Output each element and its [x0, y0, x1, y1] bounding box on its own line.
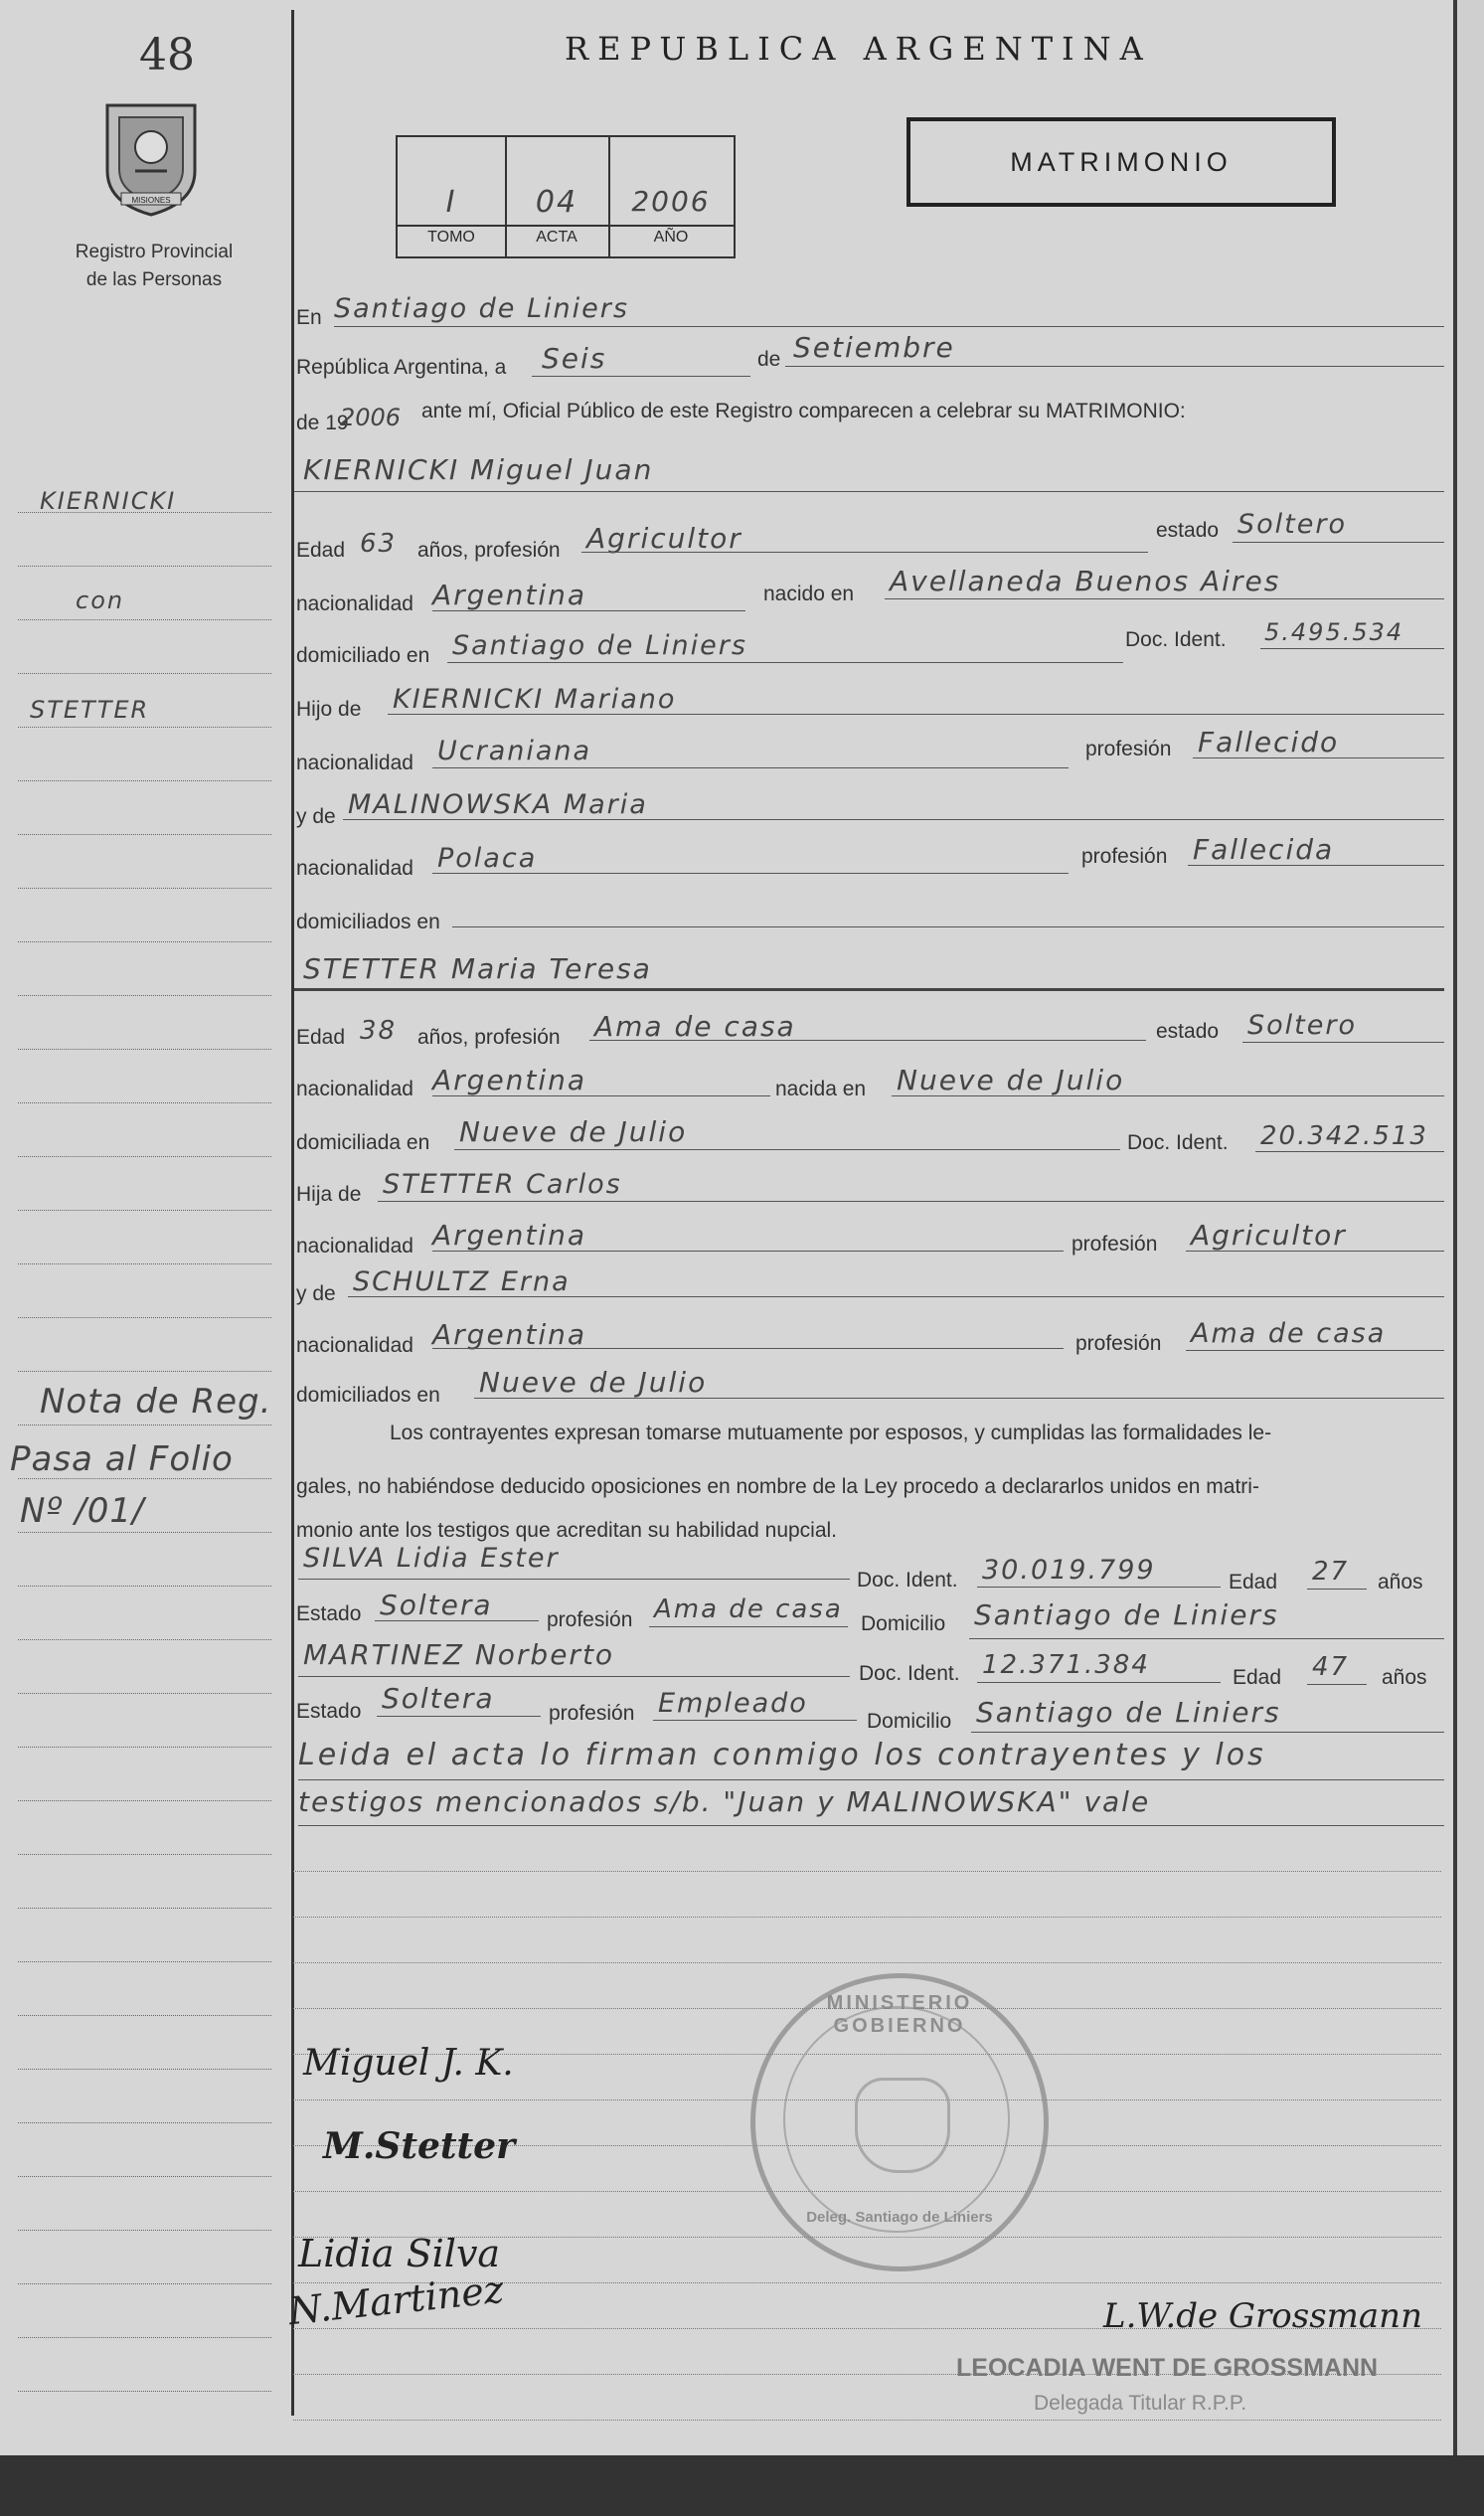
witness2-doc-label: Doc. Ident.: [859, 1662, 960, 1685]
groom-estado-label: estado: [1156, 519, 1220, 542]
bride-domicile: Nueve de Julio: [459, 1115, 688, 1148]
bride-mother: SCHULTZ Erna: [353, 1266, 571, 1297]
acta-value: 04: [535, 185, 578, 220]
groom-father-nat: Ucraniana: [437, 736, 592, 766]
sidebar-rule: [18, 1371, 271, 1372]
bride-doc-label: Doc. Ident.: [1127, 1131, 1229, 1154]
bride-mother-label: y de: [296, 1282, 336, 1305]
witness1-domicile: Santiago de Liniers: [974, 1598, 1279, 1631]
bride-born-label: nacida en: [775, 1078, 867, 1100]
svg-text:MISIONES: MISIONES: [131, 196, 171, 205]
sidebar-rule: [18, 995, 271, 996]
sidebar-rule: [18, 941, 271, 942]
bride-name: STETTER Maria Teresa: [303, 952, 652, 985]
bride-doc: 20.342.513: [1260, 1121, 1428, 1151]
sidebar-rule: [18, 1317, 271, 1318]
bride-mother-nat: Argentina: [432, 1318, 587, 1351]
bride-dom-label: domiciliada en: [296, 1131, 430, 1154]
tomo-label: TOMO: [427, 229, 475, 246]
witness1-domicilio-label: Domicilio: [861, 1612, 946, 1635]
month: Setiembre: [793, 331, 955, 364]
en-label: En: [296, 306, 322, 329]
bride-parents-dom-label: domiciliados en: [296, 1384, 440, 1407]
groom-father: KIERNICKI Mariano: [393, 684, 677, 715]
sidebar-rule: [18, 1854, 271, 1855]
witness1-doc-label: Doc. Ident.: [857, 1569, 958, 1592]
sidebar-groom: KIERNICKI: [40, 487, 177, 515]
groom-father-prof: Fallecido: [1198, 726, 1340, 758]
signature-groom: Miguel J. K.: [303, 2043, 514, 2084]
sidebar-rule: [18, 673, 271, 674]
de-label: de: [757, 348, 781, 371]
declaration-line3: monio ante los testigos que acreditan su habilidad nupcial.: [296, 1519, 838, 1542]
sidebar-rule: [18, 566, 271, 567]
bride-born-place: Nueve de Julio: [897, 1064, 1125, 1096]
witness2-prof-label: profesión: [549, 1702, 635, 1725]
record-box: [396, 135, 736, 258]
sidebar-rule: [18, 2230, 271, 2231]
witness2-anos-label: años: [1382, 1666, 1427, 1689]
groom-domicile: Santiago de Liniers: [452, 630, 747, 661]
document-type-title: MATRIMONIO: [907, 117, 1336, 207]
closing-line1: Leida el acta lo firman conmigo los contrayentes y los: [298, 1738, 1266, 1772]
signature-bride: M.Stetter: [323, 2125, 516, 2167]
witness2-age: 47: [1312, 1652, 1350, 1682]
witness2-doc: 12.371.384: [982, 1650, 1150, 1680]
sidebar-note-line1: Nota de Reg.: [40, 1382, 272, 1422]
groom-profession: Agricultor: [586, 522, 742, 555]
groom-parents-dom-label: domiciliados en: [296, 911, 440, 933]
witness1-estado-label: Estado: [296, 1602, 362, 1625]
witness1-anos-label: años: [1378, 1571, 1423, 1593]
bride-mother-prof: Ama de casa: [1191, 1318, 1387, 1349]
witness2-domicile: Santiago de Liniers: [976, 1696, 1281, 1729]
bride-age: 38: [360, 1016, 398, 1046]
bride-mother-nat-label: nacionalidad: [296, 1334, 413, 1357]
bride-anos-prof-label: años, profesión: [417, 1026, 561, 1049]
sidebar-rule: [18, 780, 271, 781]
bride-estado-label: estado: [1156, 1020, 1220, 1043]
registry-name: [50, 239, 258, 294]
sidebar-rule: [18, 2176, 271, 2177]
declaration-line1: Los contrayentes expresan tomarse mutuamente por esposos, y cumplidas las formalidades le-: [390, 1422, 1272, 1444]
scan-bottom-edge: [0, 2455, 1484, 2516]
sidebar-rule: [18, 1908, 271, 1909]
sidebar-rule: [18, 727, 271, 728]
bride-nationality: Argentina: [432, 1064, 587, 1096]
bride-father-nat-label: nacionalidad: [296, 1235, 413, 1258]
groom-mother: MALINOWSKA Maria: [348, 789, 648, 820]
witness1-prof-label: profesión: [547, 1608, 633, 1631]
bride-father-prof-label: profesión: [1072, 1233, 1158, 1256]
groom-dom-label: domiciliado en: [296, 644, 430, 667]
official-name: LEOCADIA WENT DE GROSSMANN: [956, 2354, 1379, 2382]
sidebar-rule: [18, 2283, 271, 2284]
bride-estado: Soltero: [1247, 1010, 1357, 1041]
sidebar-rule: [18, 2122, 271, 2123]
bride-profession: Ama de casa: [594, 1010, 796, 1043]
body-rule: [293, 1962, 1441, 1963]
groom-mother-nat: Polaca: [437, 843, 538, 874]
sidebar-rule: [18, 2337, 271, 2338]
witness1-doc: 30.019.799: [982, 1555, 1156, 1586]
day: Seis: [542, 342, 607, 375]
sidebar-rule: [18, 1478, 271, 1479]
groom-mother-label: y de: [296, 805, 336, 828]
sidebar-rule: [18, 1800, 271, 1801]
groom-father-label: Hijo de: [296, 698, 362, 721]
bride-mother-prof-label: profesión: [1075, 1332, 1162, 1355]
groom-doc: 5.495.534: [1264, 618, 1404, 646]
sidebar-rule: [18, 1532, 271, 1533]
sidebar-rule: [18, 619, 271, 620]
sidebar-rule: [18, 834, 271, 835]
tomo-value: I: [445, 185, 457, 220]
signature-witness1: Lidia Silva: [298, 2232, 501, 2275]
page-edge: [1453, 0, 1457, 2516]
bride-nac-label: nacionalidad: [296, 1078, 413, 1100]
sidebar-note-line2: Pasa al Folio: [10, 1439, 234, 1479]
witness1-estado: Soltera: [380, 1589, 493, 1621]
registry-line1: Registro Provincial: [75, 242, 234, 262]
groom-nationality: Argentina: [432, 579, 587, 611]
witness1-edad-label: Edad: [1229, 1571, 1278, 1593]
sidebar-note-line3: Nº /01/: [20, 1491, 145, 1531]
sidebar-rule: [18, 512, 271, 513]
bride-father: STETTER Carlos: [383, 1169, 622, 1200]
witness1-age: 27: [1312, 1557, 1350, 1587]
sidebar-rule: [18, 888, 271, 889]
groom-edad-label: Edad: [296, 539, 346, 562]
groom-anos-prof-label: años, profesión: [417, 539, 561, 562]
groom-father-nat-label: nacionalidad: [296, 752, 413, 774]
witness1-profession: Ama de casa: [654, 1594, 843, 1624]
groom-age: 63: [360, 529, 398, 559]
sidebar-con: con: [76, 587, 125, 614]
sidebar-rule: [18, 1263, 271, 1264]
groom-mother-nat-label: nacionalidad: [296, 857, 413, 880]
page-number: 48: [139, 30, 195, 81]
sidebar-rule: [18, 1961, 271, 1962]
groom-name: KIERNICKI Miguel Juan: [303, 453, 654, 486]
witness1-name: SILVA Lidia Ester: [303, 1543, 560, 1574]
body-rule: [293, 1871, 1441, 1872]
country-heading: REPUBLICA ARGENTINA: [565, 30, 1152, 68]
sidebar-rule: [18, 1693, 271, 1694]
groom-nac-label: nacionalidad: [296, 592, 413, 615]
witness2-profession: Empleado: [658, 1688, 808, 1719]
sidebar-rule: [18, 1747, 271, 1748]
stamp-top-text: MINISTERIO GOBIERNO: [826, 1992, 973, 2037]
sidebar-rule: [18, 1102, 271, 1103]
body-rule: [293, 1917, 1441, 1918]
sidebar-rule: [18, 1425, 271, 1426]
ano-value: 2006: [631, 185, 711, 218]
registry-line2: de las Personas: [85, 269, 223, 290]
signature-official: L.W.de Grossmann: [1103, 2296, 1422, 2336]
groom-father-prof-label: profesión: [1085, 738, 1172, 760]
body-rule: [293, 2420, 1441, 2421]
groom-doc-label: Doc. Ident.: [1125, 628, 1227, 651]
sidebar-rule: [18, 1049, 271, 1050]
sidebar-rule: [18, 2069, 271, 2070]
groom-mother-prof-label: profesión: [1081, 845, 1168, 868]
groom-born-label: nacido en: [763, 583, 855, 605]
bride-father-label: Hija de: [296, 1183, 362, 1206]
sidebar-rule: [18, 2015, 271, 2016]
witness2-estado-label: Estado: [296, 1700, 362, 1723]
place: Santiago de Liniers: [334, 293, 629, 324]
groom-mother-prof: Fallecida: [1193, 833, 1335, 866]
bride-father-prof: Agricultor: [1191, 1219, 1347, 1252]
witness2-edad-label: Edad: [1233, 1666, 1282, 1689]
closing-line2: testigos mencionados s/b. "Juan y MALINOWSKA" vale: [298, 1785, 1151, 1818]
witness2-domicilio-label: Domicilio: [867, 1710, 952, 1733]
year: 2006: [340, 404, 402, 431]
sidebar-rule: [18, 1586, 271, 1587]
official-title: Delegada Titular R.P.P.: [1034, 2392, 1247, 2415]
intro-clause: ante mí, Oficial Público de este Registro comparecen a celebrar su MATRIMONIO:: [421, 400, 1186, 422]
sidebar-rule: [18, 1210, 271, 1211]
margin-line: [291, 10, 294, 2416]
sidebar-rule: [18, 1639, 271, 1640]
bride-edad-label: Edad: [296, 1026, 346, 1049]
acta-label: ACTA: [536, 229, 577, 246]
provincial-seal-icon: [99, 91, 203, 217]
republica-label: República Argentina, a: [296, 356, 507, 379]
stamp-bottom-text: Deleg. Santiago de Liniers: [806, 2209, 993, 2226]
sidebar-rule: [18, 2391, 271, 2392]
witness2-estado: Soltera: [382, 1682, 495, 1715]
groom-born-place: Avellaneda Buenos Aires: [890, 565, 1281, 597]
signature-witness2: N.Martinez: [286, 2266, 506, 2334]
sidebar-rule: [18, 1156, 271, 1157]
ministry-stamp: [750, 1973, 1049, 2271]
groom-estado: Soltero: [1237, 509, 1347, 540]
bride-father-nat: Argentina: [432, 1219, 587, 1252]
year-prefix: de 19: [296, 412, 349, 434]
sidebar-bride: STETTER: [30, 696, 150, 724]
bride-parents-dom: Nueve de Julio: [479, 1366, 708, 1399]
witness2-name: MARTINEZ Norberto: [303, 1638, 615, 1671]
ano-label: AÑO: [653, 229, 689, 246]
stamp-emblem-icon: [855, 2078, 950, 2173]
declaration-line2: gales, no habiéndose deducido oposiciones en nombre de la Ley procedo a declararlos unidos en matri-: [296, 1475, 1259, 1498]
